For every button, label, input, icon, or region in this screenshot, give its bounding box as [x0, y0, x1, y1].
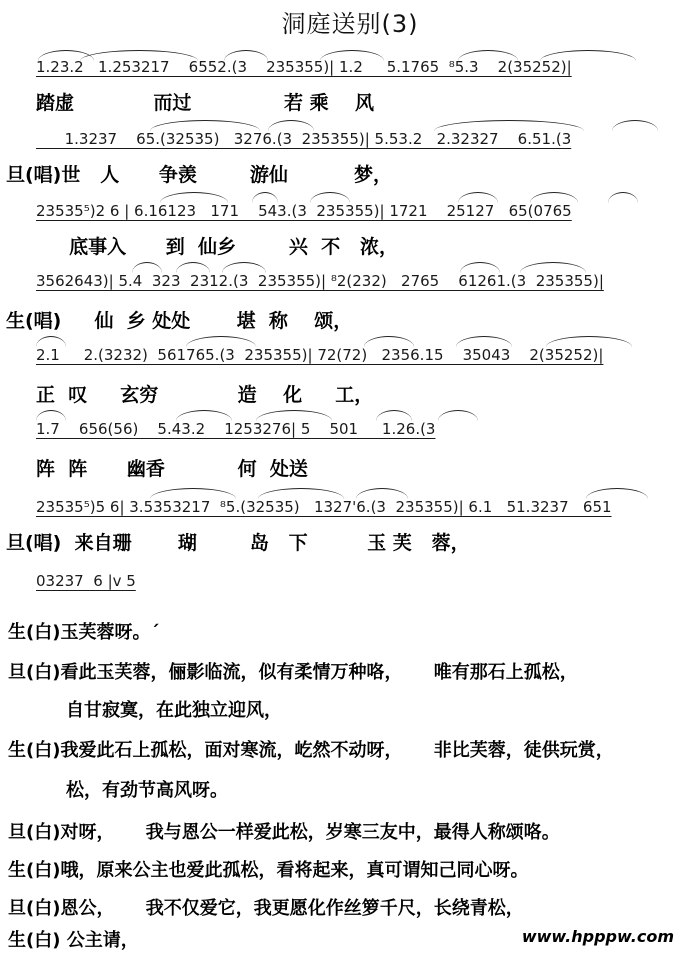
- lyrics-line: 阵 阵 幽香 何 处送: [36, 458, 308, 480]
- notation-line: 3562643)| 5.4 323 2312.(3 235355)| ⁸2(232) 2765 61261.(3 235355)|: [36, 272, 604, 290]
- lyrics-line: 正 叹 玄穷 造 化 工，: [36, 384, 374, 406]
- lyrics-line: 旦(唱) 来自珊 瑚 岛 下 玉 芙 蓉，: [6, 532, 470, 554]
- lyrics-line: 踏虚 而过 若 乘 风: [36, 92, 375, 114]
- dialogue-line: 自甘寂寞，在此独立迎风，: [66, 700, 282, 721]
- slur: [608, 192, 638, 203]
- lyrics-line: 底事入 到 仙乡 兴 不 浓，: [36, 236, 398, 258]
- dialogue-line: 旦(白)恩公， 我不仅爱它，我更愿化作丝箩千尺，长绕青松，: [8, 898, 524, 919]
- dialogue-line: 旦(白)看此玉芙蓉，俪影临流，似有柔情万种咯， 唯有那石上孤松，: [8, 662, 578, 683]
- dialogue-line: 松，有劲节高风呀。: [66, 780, 228, 801]
- notation-line: 03237 6 |v 5: [36, 572, 136, 590]
- dialogue-line: 生(白)玉芙蓉呀。ˊ: [8, 622, 160, 643]
- dialogue-line: 生(白) 公主请，: [8, 930, 139, 951]
- lyrics-line: 旦(唱)世 人 争羡 游仙 梦，: [6, 164, 392, 186]
- dialogue-line: 生(白)哦，原来公主也爱此孤松，看将起来，真可谓知己同心呀。: [8, 860, 529, 881]
- lyrics-line: 生(唱) 仙 乡 处处 堪 称 颂，: [6, 310, 353, 332]
- dialogue-line: 旦(白)对呀， 我与恩公一样爱此松，岁寒三友中，最得人称颂咯。: [8, 822, 560, 843]
- slur: [612, 120, 658, 131]
- notation-line: 1.7 656(56) 5.43.2 1253276| 5 501 1.26.(3: [36, 420, 436, 438]
- notation-line: 1.3237 65.(32535) 3276.(3 235355)| 5.53.2 2.32327 6.51.(3: [36, 130, 572, 148]
- notation-line: 2.1 2.(3232) 561765.(3 235355)| 72(72) 2356.15 35043 2(35252)|: [36, 346, 604, 364]
- watermark: www.hpppw.com: [521, 927, 674, 946]
- dialogue-line: 生(白)我爱此石上孤松，面对寒流，屹然不动呀， 非比芙蓉，徒供玩赏，: [8, 740, 614, 761]
- page-title: 洞庭送别(3): [281, 10, 419, 38]
- notation-line: 23535⁵)2 6 | 6.16123 171 543.(3 235355)| 1721 25127 65(0765: [36, 202, 572, 220]
- notation-line: 1.23.2 1.253217 6552.(3 235355)| 1.2 5.1765 ⁸5.3 2(35252)|: [36, 58, 572, 76]
- notation-line: 23535⁵)5 6| 3.5353217 ⁸5.(32535) 1327'6.(3 235355)| 6.1 51.3237 651: [36, 498, 612, 516]
- slur: [438, 410, 478, 421]
